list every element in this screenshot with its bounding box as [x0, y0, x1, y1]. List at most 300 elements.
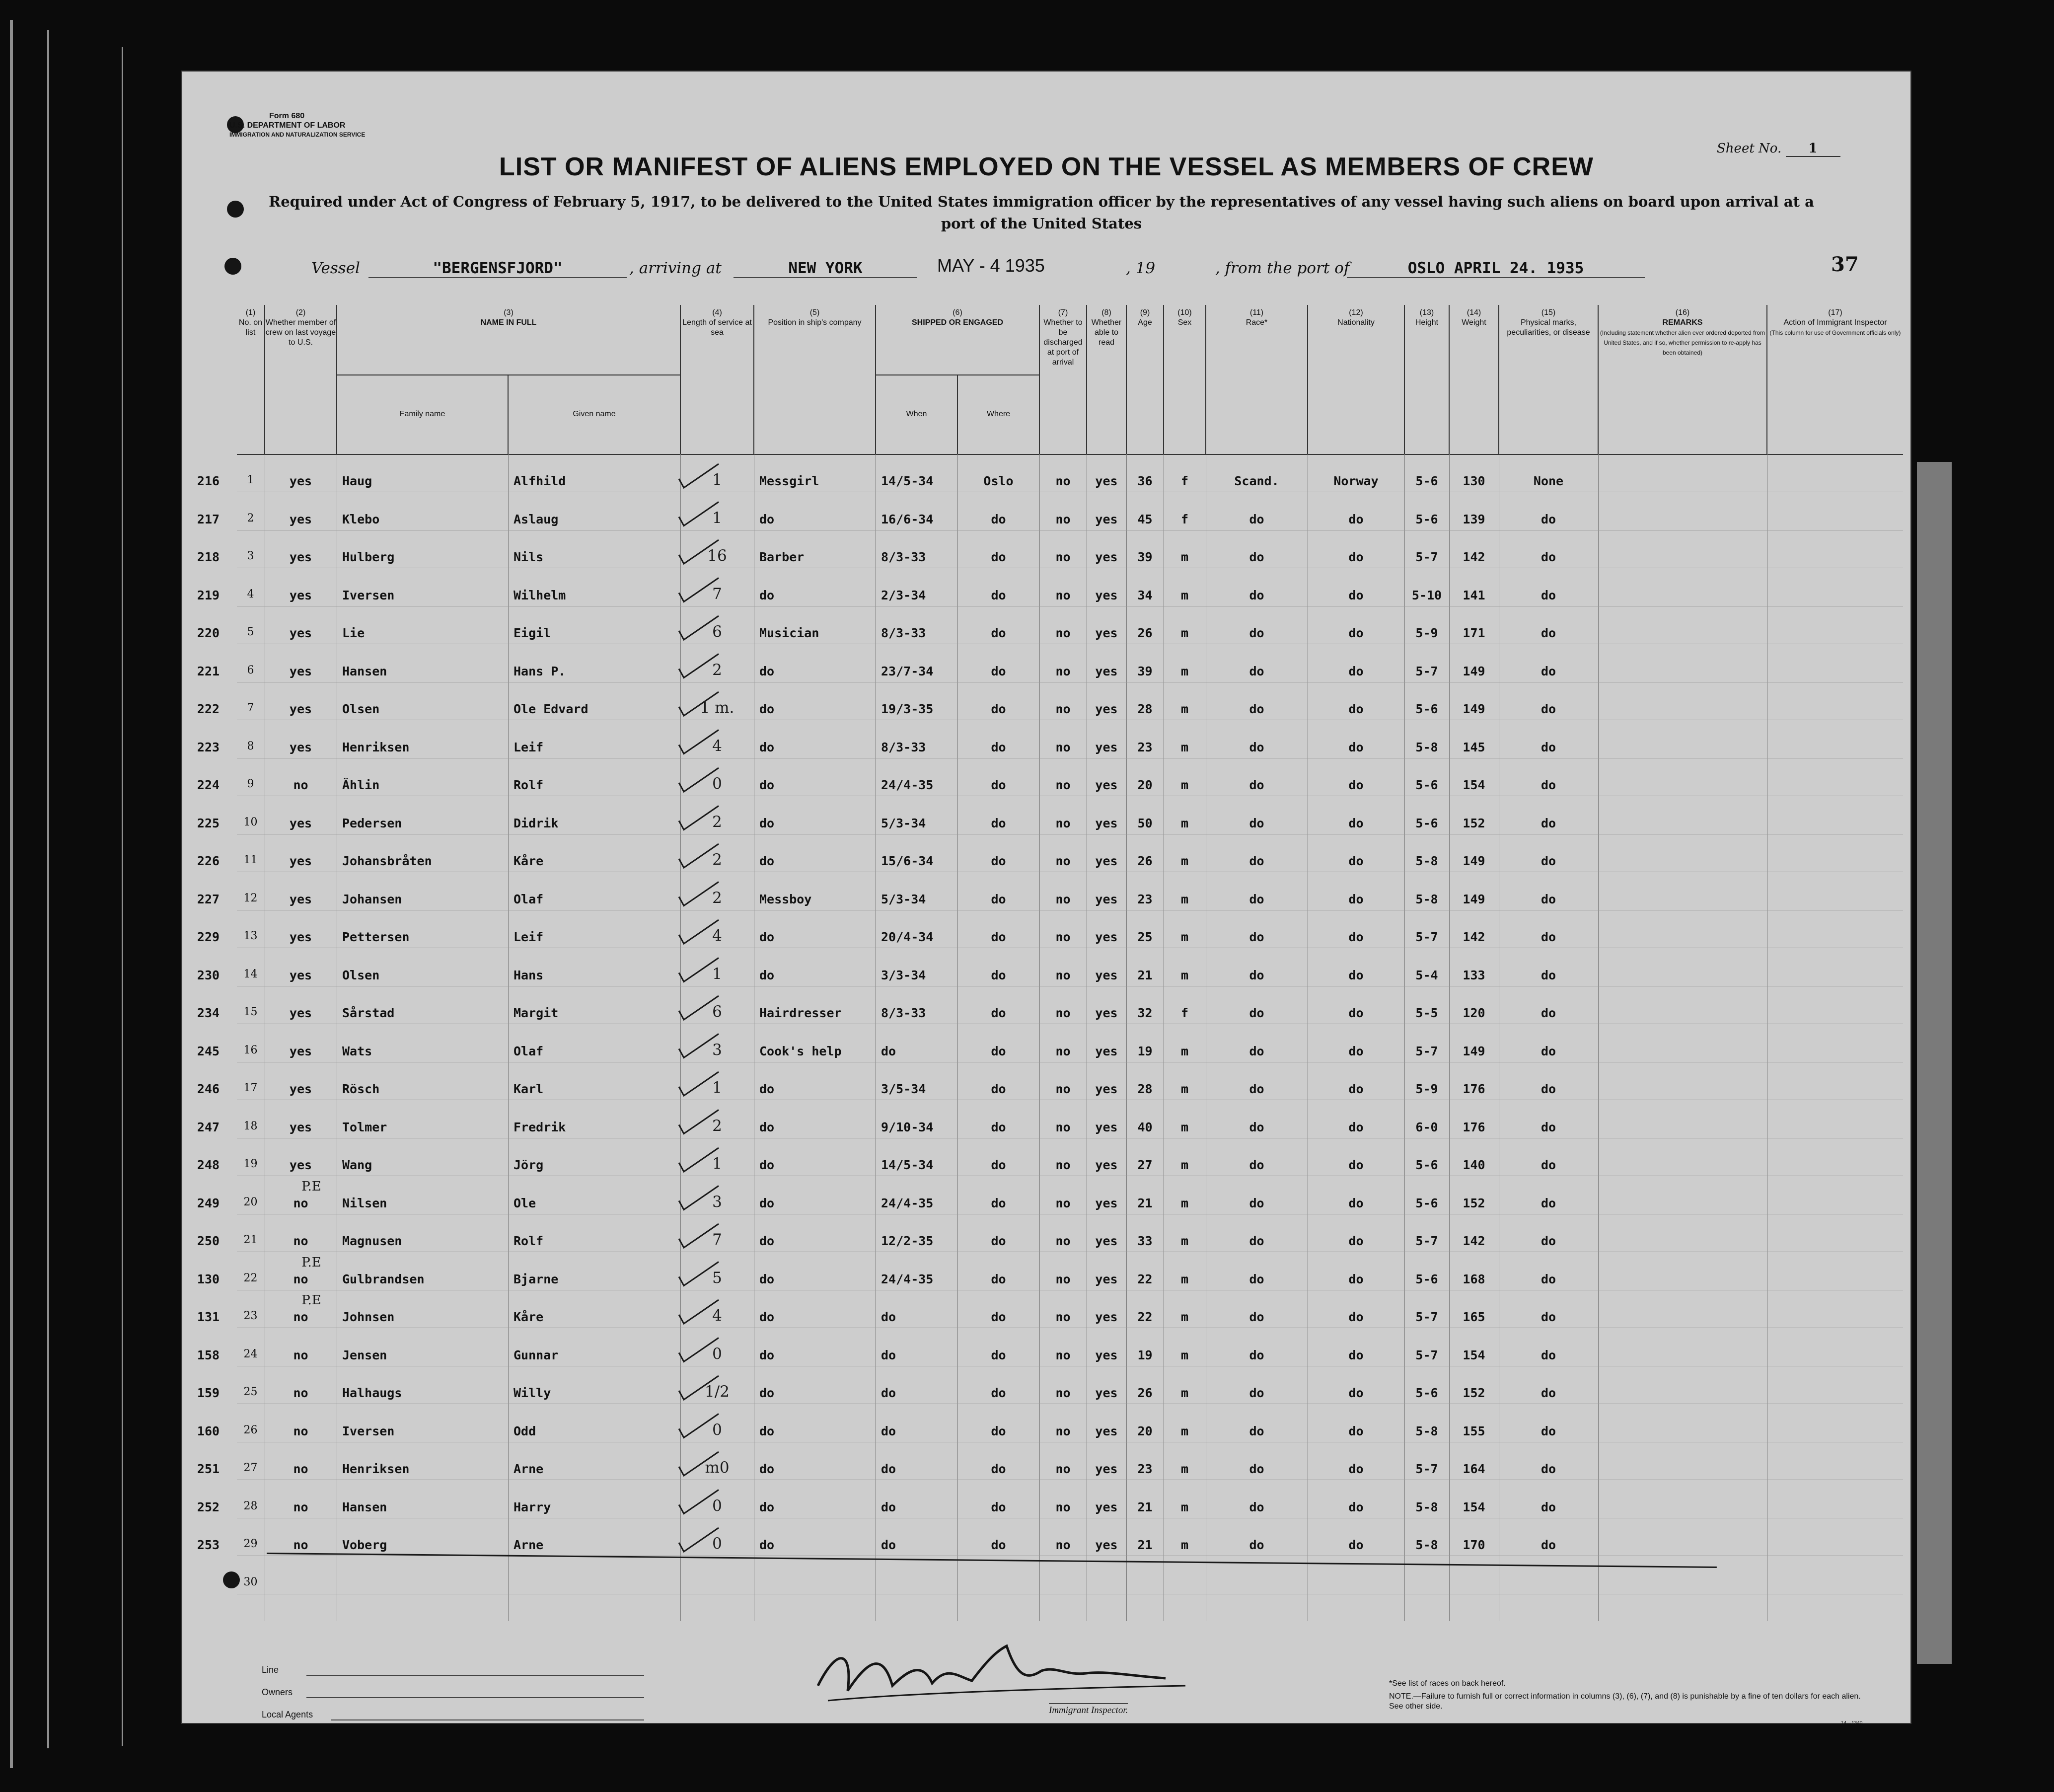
- cell-position: do: [759, 1462, 775, 1476]
- cell-service: 0: [712, 1420, 722, 1439]
- cell-discharged: no: [1055, 1423, 1071, 1438]
- cell-service: 4: [712, 927, 722, 945]
- cell-age: 21: [1137, 1499, 1153, 1514]
- pe-annotation: P.E: [301, 1255, 321, 1270]
- checkmark-icon: [679, 806, 719, 830]
- cell-given: Bjarne: [514, 1271, 559, 1286]
- cell-discharged: no: [1055, 1499, 1071, 1514]
- cell-position: do: [759, 702, 775, 716]
- cell-discharged: no: [1055, 1271, 1071, 1286]
- cell-weight: 154: [1463, 1347, 1485, 1362]
- cell-no: 17: [243, 1082, 258, 1094]
- checkmark-icon: [679, 882, 719, 906]
- header-col-16: (16) REMARKS (Including statement whether alien ever ordered deported from United States, and if so, whether permission to re-apply has been obtained): [1599, 305, 1767, 455]
- cell-discharged: no: [1055, 1538, 1071, 1552]
- cell-position: do: [759, 816, 775, 830]
- cell-read: yes: [1095, 1195, 1118, 1210]
- cell-age: 27: [1137, 1158, 1153, 1172]
- cell-age: 23: [1137, 740, 1153, 754]
- checkmark-icon: [679, 1376, 719, 1400]
- cell-marks: do: [1540, 1120, 1556, 1134]
- header-col-8: (8) Whether able to read: [1087, 305, 1127, 455]
- cell-height: 5-4: [1415, 968, 1438, 982]
- cell-service: 6: [712, 623, 722, 641]
- sheet-number-label: Sheet No.: [1717, 141, 1782, 156]
- cell-service: 4: [712, 737, 722, 755]
- cell-family: Nilsen: [342, 1195, 387, 1210]
- cell-age: 23: [1137, 892, 1153, 906]
- cell-age: 33: [1137, 1234, 1153, 1248]
- cell-last: no: [293, 1538, 308, 1552]
- cell-last: yes: [289, 1006, 312, 1020]
- cell-no: 22: [243, 1271, 258, 1284]
- cell-where: do: [991, 1386, 1006, 1400]
- cell-when: 12/2-35: [881, 1234, 934, 1248]
- checkmark-icon: [679, 958, 719, 982]
- cell-nationality: Norway: [1333, 474, 1379, 488]
- cell-nationality: do: [1348, 892, 1364, 906]
- header-col-11: (11) Race*: [1206, 305, 1308, 455]
- cell-height: 5-6: [1415, 816, 1438, 830]
- cell-discharged: no: [1055, 892, 1071, 906]
- cell-nationality: do: [1348, 1386, 1364, 1400]
- cell-where: do: [991, 816, 1006, 830]
- cell-family: Henriksen: [342, 1462, 410, 1476]
- cell-last: yes: [289, 474, 312, 488]
- cell-marks: do: [1540, 816, 1556, 830]
- cell-race: do: [1249, 1462, 1264, 1476]
- cell-family: Tolmer: [342, 1120, 387, 1134]
- cell-sex: m: [1180, 1347, 1189, 1362]
- cell-weight: 142: [1463, 930, 1485, 944]
- cell-family: Sårstad: [342, 1006, 395, 1020]
- cell-sex: m: [1180, 588, 1189, 602]
- cell-where: do: [991, 588, 1006, 602]
- cell-read: yes: [1095, 1271, 1118, 1286]
- cell-service: 5: [712, 1269, 722, 1287]
- cell-no: 11: [243, 854, 258, 866]
- background-page-edge: [47, 30, 49, 1748]
- cell-family: Jensen: [342, 1347, 387, 1362]
- header-col-15: (15) Physical marks, peculiarities, or disease: [1499, 305, 1599, 455]
- cell-no: 4: [247, 588, 254, 600]
- cell-height: 5-6: [1415, 778, 1438, 792]
- cell-no: 12: [243, 892, 258, 904]
- cell-where: do: [991, 1044, 1006, 1058]
- cell-given: Ole: [514, 1195, 536, 1210]
- cell-race: do: [1249, 1347, 1264, 1362]
- cell-age: 23: [1137, 1462, 1153, 1476]
- cell-marks: do: [1540, 778, 1556, 792]
- cell-weight: 139: [1463, 512, 1485, 526]
- cell-discharged: no: [1055, 1158, 1071, 1172]
- checkmark-icon: [679, 768, 719, 792]
- cell-height: 5-8: [1415, 740, 1438, 754]
- cell-discharged: no: [1055, 512, 1071, 526]
- cell-marks: do: [1540, 588, 1556, 602]
- header-where: Where: [958, 374, 1040, 455]
- cell-last: no: [293, 1234, 308, 1248]
- cell-sex: m: [1180, 702, 1189, 716]
- cell-where: do: [991, 1423, 1006, 1438]
- cell-where: do: [991, 968, 1006, 982]
- cell-read: yes: [1095, 1538, 1118, 1552]
- cell-family: Olsen: [342, 702, 380, 716]
- cell-no: 1: [247, 474, 254, 486]
- cell-marks: do: [1540, 1423, 1556, 1438]
- cell-height: 5-5: [1415, 1006, 1438, 1020]
- cell-height: 5-8: [1415, 1538, 1438, 1552]
- cell-service: 0: [712, 775, 722, 793]
- cell-race: do: [1249, 1044, 1264, 1058]
- row-margin-number: 222: [197, 702, 220, 716]
- punch-hole: [224, 258, 241, 275]
- cell-sex: m: [1180, 1271, 1189, 1286]
- row-margin-number: 247: [197, 1120, 220, 1134]
- cell-marks: do: [1540, 1195, 1556, 1210]
- cell-height: 6-0: [1415, 1120, 1438, 1134]
- cell-sex: m: [1180, 778, 1189, 792]
- cell-service: 0: [712, 1535, 722, 1553]
- form-number: Form 680: [269, 112, 305, 120]
- cell-when: do: [881, 1423, 896, 1438]
- cell-weight: 149: [1463, 702, 1485, 716]
- background-page-edge: [122, 47, 123, 1746]
- cell-height: 5-6: [1415, 512, 1438, 526]
- page-subtitle: Required under Act of Congress of February 5, 1917, to be delivered to the United States immigration officer by the representatives of any vessel having such aliens on board upon arrival at a port of the United States: [269, 193, 1814, 232]
- cell-when: 24/4-35: [881, 1195, 934, 1210]
- cell-height: 5-7: [1415, 1234, 1438, 1248]
- cell-nationality: do: [1348, 664, 1364, 678]
- cell-read: yes: [1095, 626, 1118, 640]
- cell-service: 16: [707, 547, 727, 565]
- cell-position: do: [759, 930, 775, 944]
- cell-age: 32: [1137, 1006, 1153, 1020]
- cell-weight: 142: [1463, 550, 1485, 564]
- cell-nationality: do: [1348, 968, 1364, 982]
- cell-nationality: do: [1348, 1310, 1364, 1324]
- header-col-6: (6) SHIPPED OR ENGAGED: [876, 305, 1040, 375]
- cell-where: do: [991, 1347, 1006, 1362]
- cell-sex: m: [1180, 930, 1189, 944]
- checkmark-icon: [679, 996, 719, 1020]
- header-given-name: Given name: [509, 374, 681, 455]
- checkmark-icon: [679, 1414, 719, 1438]
- cell-when: 5/3-34: [881, 892, 926, 906]
- cell-no: 29: [243, 1538, 258, 1550]
- cell-age: 28: [1137, 1082, 1153, 1096]
- cell-service: 1: [712, 509, 722, 527]
- cell-when: do: [881, 1538, 896, 1552]
- cell-family: Johansbråten: [342, 854, 432, 868]
- cell-race: do: [1249, 740, 1264, 754]
- cell-given: Aslaug: [514, 512, 559, 526]
- cell-height: 5-9: [1415, 1082, 1438, 1096]
- cell-service: 7: [712, 585, 722, 603]
- cell-given: Olaf: [514, 1044, 544, 1058]
- cell-nationality: do: [1348, 740, 1364, 754]
- manifest-sheet: [181, 71, 1911, 1724]
- cell-age: 22: [1137, 1271, 1153, 1286]
- cell-last: yes: [289, 930, 312, 944]
- cell-read: yes: [1095, 816, 1118, 830]
- cell-no: 30: [243, 1575, 258, 1588]
- print-code: 14—1340: [1841, 1720, 1863, 1726]
- cell-weight: 165: [1463, 1310, 1485, 1324]
- row-margin-number: 251: [197, 1462, 220, 1476]
- cell-race: do: [1249, 664, 1264, 678]
- cell-read: yes: [1095, 588, 1118, 602]
- cell-age: 25: [1137, 930, 1153, 944]
- cell-read: yes: [1095, 930, 1118, 944]
- cell-weight: 152: [1463, 816, 1485, 830]
- cell-last: no: [293, 1423, 308, 1438]
- cell-sex: m: [1180, 1234, 1189, 1248]
- cell-position: do: [759, 512, 775, 526]
- cell-position: do: [759, 1158, 775, 1172]
- cell-age: 21: [1137, 1538, 1153, 1552]
- cell-service: 6: [712, 1003, 722, 1021]
- checkmark-icon: [679, 1034, 719, 1058]
- cell-sex: m: [1180, 816, 1189, 830]
- voyage-line: [311, 255, 1901, 280]
- cell-weight: 140: [1463, 1158, 1485, 1172]
- cell-weight: 142: [1463, 1234, 1485, 1248]
- cell-given: Margit: [514, 1006, 559, 1020]
- from-label: , from the port of: [1215, 259, 1350, 277]
- row-margin-number: 253: [197, 1538, 220, 1552]
- cell-height: 5-6: [1415, 1158, 1438, 1172]
- cell-nationality: do: [1348, 1234, 1364, 1248]
- cell-given: Nils: [514, 550, 544, 564]
- cell-family: Pedersen: [342, 816, 402, 830]
- cell-race: do: [1249, 892, 1264, 906]
- cell-age: 26: [1137, 626, 1153, 640]
- cell-discharged: no: [1055, 1462, 1071, 1476]
- cell-nationality: do: [1348, 1006, 1364, 1020]
- cell-position: Barber: [759, 550, 805, 564]
- cell-marks: do: [1540, 1082, 1556, 1096]
- cell-last: no: [293, 1462, 308, 1476]
- cell-race: do: [1249, 778, 1264, 792]
- cell-family: Ählin: [342, 778, 380, 792]
- cell-nationality: do: [1348, 512, 1364, 526]
- cell-discharged: no: [1055, 1006, 1071, 1020]
- checkmark-icon: [679, 1452, 719, 1476]
- cell-when: 23/7-34: [881, 664, 934, 678]
- cell-service: 2: [712, 1117, 722, 1135]
- cell-when: do: [881, 1462, 896, 1476]
- cell-where: do: [991, 740, 1006, 754]
- cell-marks: do: [1540, 1271, 1556, 1286]
- cell-where: do: [991, 550, 1006, 564]
- cell-sex: m: [1180, 892, 1189, 906]
- cell-read: yes: [1095, 1310, 1118, 1324]
- cell-last: yes: [289, 740, 312, 754]
- cell-when: 24/4-35: [881, 1271, 934, 1286]
- sheet-number-value: 1: [1786, 141, 1840, 157]
- header-col-17: (17) Action of Immigrant Inspector (This column for use of Government officials only): [1767, 305, 1903, 455]
- cell-position: do: [759, 1195, 775, 1210]
- cell-marks: do: [1540, 664, 1556, 678]
- races-note: *See list of races on back hereof.: [1389, 1679, 1506, 1688]
- cell-nationality: do: [1348, 1271, 1364, 1286]
- cell-height: 5-7: [1415, 1044, 1438, 1058]
- cell-when: 8/3-33: [881, 740, 926, 754]
- cell-race: do: [1249, 588, 1264, 602]
- cell-family: Voberg: [342, 1538, 387, 1552]
- cell-position: do: [759, 588, 775, 602]
- cell-service: 2: [712, 661, 722, 679]
- cell-read: yes: [1095, 512, 1118, 526]
- cell-discharged: no: [1055, 702, 1071, 716]
- cell-family: Johnsen: [342, 1310, 395, 1324]
- cell-service: 0: [712, 1344, 722, 1363]
- row-margin-number: 224: [197, 778, 220, 792]
- row-margin-number: 216: [197, 474, 220, 488]
- cell-marks: do: [1540, 1462, 1556, 1476]
- cell-service: 2: [712, 889, 722, 907]
- cell-race: do: [1249, 930, 1264, 944]
- cell-when: do: [881, 1310, 896, 1324]
- penalty-note: NOTE.—Failure to furnish full or correct information in columns (3), (6), (7), and (8) is punishable by a fine of ten dollars for each alien. See other side.: [1389, 1692, 1861, 1711]
- cell-nationality: do: [1348, 930, 1364, 944]
- cell-weight: 152: [1463, 1195, 1485, 1210]
- cell-position: Messgirl: [759, 474, 819, 488]
- row-margin-number: 130: [197, 1271, 220, 1286]
- cell-height: 5-7: [1415, 664, 1438, 678]
- cell-race: do: [1249, 1195, 1264, 1210]
- cell-service: 1: [712, 471, 722, 489]
- page-title: LIST OR MANIFEST OF ALIENS EMPLOYED ON THE VESSEL AS MEMBERS OF CREW: [499, 152, 1594, 181]
- cell-when: 15/6-34: [881, 854, 934, 868]
- cell-sex: m: [1180, 1499, 1189, 1514]
- cell-no: 23: [243, 1310, 258, 1322]
- cell-given: Leif: [514, 740, 544, 754]
- cell-where: do: [991, 930, 1006, 944]
- cell-family: Wats: [342, 1044, 372, 1058]
- row-margin-number: 225: [197, 816, 220, 830]
- cell-when: 9/10-34: [881, 1120, 934, 1134]
- cell-sex: m: [1180, 1423, 1189, 1438]
- cell-position: Cook's help: [759, 1044, 842, 1058]
- cell-last: no: [293, 778, 308, 792]
- cell-given: Arne: [514, 1462, 544, 1476]
- cell-family: Iversen: [342, 1423, 395, 1438]
- cell-marks: None: [1533, 474, 1564, 488]
- cell-read: yes: [1095, 702, 1118, 716]
- cell-service: 1: [712, 1155, 722, 1173]
- cell-height: 5-7: [1415, 1347, 1438, 1362]
- cell-last: yes: [289, 968, 312, 982]
- cell-discharged: no: [1055, 816, 1071, 830]
- cell-nationality: do: [1348, 702, 1364, 716]
- header-col-9: (9) Age: [1127, 305, 1164, 455]
- cell-given: Hans: [514, 968, 544, 982]
- cell-age: 20: [1137, 778, 1153, 792]
- cell-service: 2: [712, 851, 722, 869]
- cell-nationality: do: [1348, 1158, 1364, 1172]
- cell-service: 3: [712, 1041, 722, 1059]
- cell-where: do: [991, 892, 1006, 906]
- cell-age: 36: [1137, 474, 1153, 488]
- cell-given: Olaf: [514, 892, 544, 906]
- cell-race: do: [1249, 1158, 1264, 1172]
- cell-read: yes: [1095, 854, 1118, 868]
- cell-race: do: [1249, 1006, 1264, 1020]
- header-col-12: (12) Nationality: [1308, 305, 1405, 455]
- cell-when: 8/3-33: [881, 626, 926, 640]
- cell-marks: do: [1540, 1310, 1556, 1324]
- cell-discharged: no: [1055, 1386, 1071, 1400]
- cell-weight: 168: [1463, 1271, 1485, 1286]
- cell-discharged: no: [1055, 1234, 1071, 1248]
- cell-last: no: [293, 1271, 308, 1286]
- cell-discharged: no: [1055, 1120, 1071, 1134]
- cell-last: yes: [289, 588, 312, 602]
- cell-family: Lie: [342, 626, 365, 640]
- header-col-1: (1) No. on list: [237, 305, 265, 455]
- cell-race: do: [1249, 626, 1264, 640]
- cell-where: do: [991, 1310, 1006, 1324]
- cell-service: 7: [712, 1231, 722, 1249]
- from-value: OSLO APRIL 24. 1935: [1347, 259, 1645, 278]
- cell-sex: m: [1180, 854, 1189, 868]
- cell-sex: m: [1180, 1386, 1189, 1400]
- cell-age: 26: [1137, 854, 1153, 868]
- cell-sex: m: [1180, 1538, 1189, 1552]
- cell-race: do: [1249, 512, 1264, 526]
- checkmark-icon: [679, 1110, 719, 1134]
- cell-no: 26: [243, 1423, 258, 1436]
- cell-when: 3/3-34: [881, 968, 926, 982]
- row-margin-number: 246: [197, 1082, 220, 1096]
- cell-service: 2: [712, 813, 722, 831]
- row-margin-number: 252: [197, 1499, 220, 1514]
- cell-age: 34: [1137, 588, 1153, 602]
- cell-age: 21: [1137, 968, 1153, 982]
- cell-race: do: [1249, 968, 1264, 982]
- cell-position: do: [759, 1310, 775, 1324]
- cell-position: do: [759, 1538, 775, 1552]
- cell-age: 39: [1137, 664, 1153, 678]
- cell-given: Gunnar: [514, 1347, 559, 1362]
- cell-given: Ole Edvard: [514, 702, 588, 716]
- cell-position: do: [759, 778, 775, 792]
- owners-field: [306, 1697, 644, 1698]
- cell-weight: 154: [1463, 778, 1485, 792]
- cell-sex: f: [1180, 1006, 1189, 1020]
- line-label: Line: [262, 1665, 279, 1675]
- cell-marks: do: [1540, 740, 1556, 754]
- cell-position: do: [759, 1423, 775, 1438]
- checkmark-icon: [679, 1072, 719, 1096]
- cell-nationality: do: [1348, 1423, 1364, 1438]
- cell-family: Wang: [342, 1158, 372, 1172]
- cell-family: Pettersen: [342, 930, 410, 944]
- cell-age: 39: [1137, 550, 1153, 564]
- cell-no: 24: [243, 1347, 258, 1360]
- cell-last: no: [293, 1347, 308, 1362]
- row-margin-number: 227: [197, 892, 220, 906]
- cell-last: no: [293, 1386, 308, 1400]
- cell-no: 13: [243, 930, 258, 942]
- cell-family: Halhaugs: [342, 1386, 402, 1400]
- cell-race: do: [1249, 854, 1264, 868]
- crew-table: [197, 305, 1903, 1621]
- cell-height: 5-6: [1415, 1386, 1438, 1400]
- vessel-label: Vessel: [311, 259, 360, 277]
